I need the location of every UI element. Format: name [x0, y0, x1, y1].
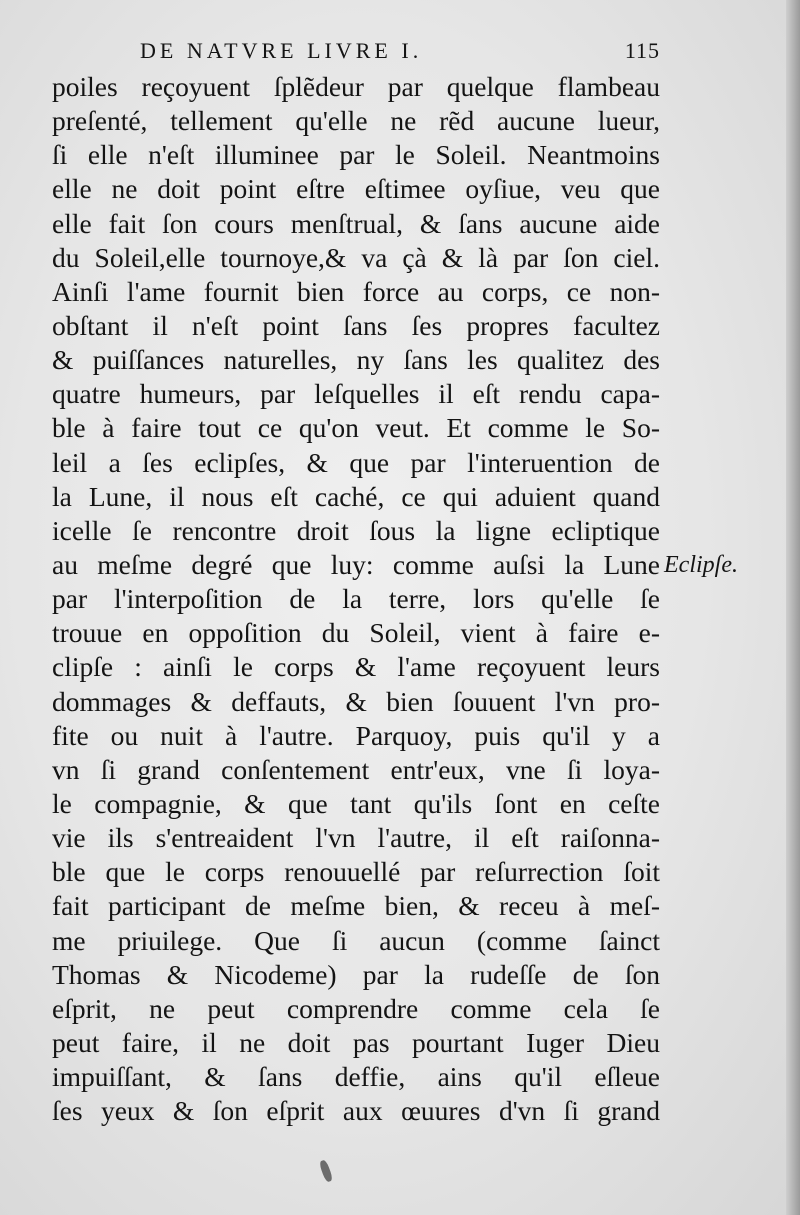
text-line: & puiſſances naturelles, ny ſans les qualitez des [52, 344, 660, 376]
running-head-title: DE NATVRE LIVRE I. [140, 38, 423, 63]
text-line: obſtant il n'eſt point ſans ſes propres facultez [52, 309, 660, 341]
text-line: le compagnie, & que tant qu'ils ſont en ceſte [52, 787, 660, 819]
text-line: fait participant de meſme bien, & receu à meſ- [52, 890, 660, 922]
page-number: 115 [624, 38, 660, 63]
ink-smudge [318, 1159, 333, 1182]
text-line: preſenté, tellement qu'elle ne rẽd aucune lueur, [52, 105, 660, 137]
text-line: Ainſi l'ame fournit bien force au corps, ce non- [52, 275, 660, 307]
text-line: vie ils s'entreaident l'vn l'autre, il eſt raiſonna- [52, 822, 660, 854]
text-line: quatre humeurs, par leſquelles il eſt rendu capa- [52, 378, 660, 410]
text-line: du Soleil,elle tournoye,& va çà & là par ſon ciel. [52, 241, 660, 273]
margin-note: Eclipſe. [664, 552, 738, 578]
text-line: la Lune, il nous eſt caché, ce qui aduient quand [52, 480, 660, 512]
text-line: par l'interpoſition de la terre, lors qu'elle ſe [52, 583, 660, 615]
text-line: au meſme degré que luy: comme auſsi la Lune [52, 548, 660, 580]
text-line: poiles reçoyuent ſplẽdeur par quelque flambeau [52, 71, 660, 102]
text-line: eſprit, ne peut comprendre comme cela ſe [52, 992, 660, 1024]
page-gutter-shadow [786, 0, 800, 1215]
text-line: dommages & deffauts, & bien ſouuent l'vn pro- [52, 685, 660, 717]
text-line: trouue en oppoſition du Soleil, vient à faire e- [52, 617, 660, 649]
text-line: icelle ſe rencontre droit ſous la ligne ecliptique [52, 514, 660, 546]
text-line: me priuilege. Que ſi aucun (comme ſainct [52, 924, 660, 956]
running-head [140, 38, 660, 68]
text-line: ble à faire tout ce qu'on veut. Et comme le So- [52, 412, 660, 444]
text-line: clipſe : ainſi le corps & l'ame reçoyuent leurs [52, 651, 660, 683]
text-line: ble que le corps renouuellé par reſurrection ſoit [52, 856, 660, 888]
body-text [52, 70, 660, 1128]
text-line: Thomas & Nicodeme) par la rudeſſe de ſon [52, 958, 660, 990]
text-line: ſi elle n'eſt illuminee par le Soleil. Neantmoins [52, 139, 660, 171]
text-line: fite ou nuit à l'autre. Parquoy, puis qu'il y a [52, 719, 660, 751]
text-line: elle ne doit point eſtre eſtimee oyſiue, veu que [52, 173, 660, 205]
text-line: elle fait ſon cours menſtrual, & ſans aucune aide [52, 207, 660, 239]
text-line: peut faire, il ne doit pas pourtant Iuger Dieu [52, 1026, 660, 1058]
text-line: impuiſſant, & ſans deffie, ains qu'il eſleue [52, 1061, 660, 1093]
text-line: ſes yeux & ſon eſprit aux œuures d'vn ſi grand [52, 1095, 660, 1127]
text-line: leil a ſes eclipſes, & que par l'interuention de [52, 446, 660, 478]
text-line: vn ſi grand conſentement entr'eux, vne ſi loya- [52, 753, 660, 785]
